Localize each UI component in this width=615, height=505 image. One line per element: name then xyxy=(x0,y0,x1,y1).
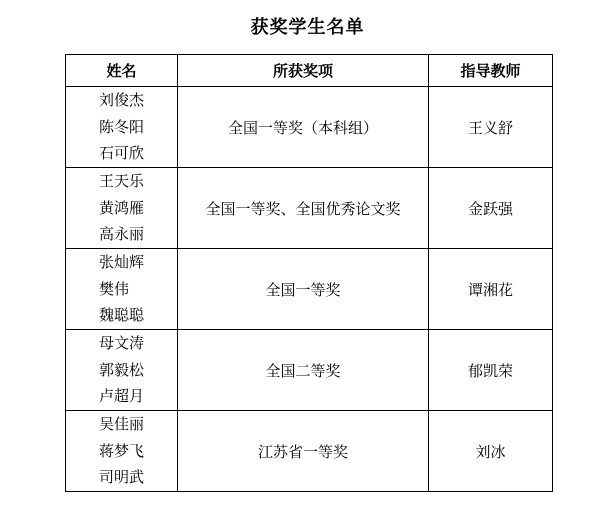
student-name: 郭毅松 xyxy=(98,360,144,379)
student-name: 高永丽 xyxy=(98,225,144,244)
student-name: 张灿辉 xyxy=(98,253,144,272)
award-cell xyxy=(178,411,429,492)
header-advisor: 指导教师 xyxy=(429,55,553,87)
advisor-cell xyxy=(429,249,553,330)
students-cell xyxy=(66,249,178,330)
table-row xyxy=(66,249,553,330)
student-name: 石可欣 xyxy=(98,144,144,163)
advisor-name: 刘冰 xyxy=(475,442,506,461)
advisor-cell xyxy=(429,411,553,492)
student-list xyxy=(99,411,144,491)
students-cell xyxy=(66,87,178,168)
award-cell xyxy=(178,168,429,249)
student-list xyxy=(99,168,144,248)
table-row xyxy=(66,330,553,411)
table-header-row xyxy=(66,55,553,87)
award-text: 全国二等奖 xyxy=(265,361,341,380)
student-name: 黄鸿雁 xyxy=(98,198,144,217)
student-name: 魏聪聪 xyxy=(98,306,144,325)
header-award: 所获奖项 xyxy=(178,55,429,87)
students-cell xyxy=(66,411,178,492)
award-cell xyxy=(178,249,429,330)
student-name: 卢超月 xyxy=(98,387,144,406)
student-list xyxy=(99,330,144,410)
advisor-name: 金跃强 xyxy=(467,199,513,218)
advisor-cell xyxy=(429,330,553,411)
table-row xyxy=(66,168,553,249)
students-cell xyxy=(66,330,178,411)
award-text: 江苏省一等奖 xyxy=(257,442,348,461)
award-cell xyxy=(178,87,429,168)
student-name: 陈冬阳 xyxy=(98,117,144,136)
award-text: 全国一等奖（本科组） xyxy=(227,118,378,137)
student-name: 吴佳丽 xyxy=(98,415,144,434)
table-row xyxy=(66,87,553,168)
student-name: 司明武 xyxy=(98,468,144,487)
student-name: 蒋梦飞 xyxy=(98,441,144,460)
student-name: 刘俊杰 xyxy=(98,91,144,110)
advisor-name: 郁凯荣 xyxy=(467,361,513,380)
student-name: 樊伟 xyxy=(98,279,129,298)
student-list xyxy=(99,249,144,329)
advisor-cell xyxy=(429,87,553,168)
advisor-name: 王义舒 xyxy=(467,118,513,137)
advisor-name: 谭湘花 xyxy=(467,280,513,299)
award-cell xyxy=(178,330,429,411)
award-text: 全国一等奖、全国优秀论文奖 xyxy=(205,199,401,218)
advisor-cell xyxy=(429,168,553,249)
award-table xyxy=(65,54,553,492)
award-text: 全国一等奖 xyxy=(265,280,341,299)
table-row xyxy=(66,411,553,492)
students-cell xyxy=(66,168,178,249)
student-list xyxy=(99,87,144,167)
student-name: 王天乐 xyxy=(98,172,144,191)
page-title: 获奖学生名单 xyxy=(250,17,365,38)
student-name: 母文涛 xyxy=(98,334,144,353)
header-name: 姓名 xyxy=(66,55,178,87)
